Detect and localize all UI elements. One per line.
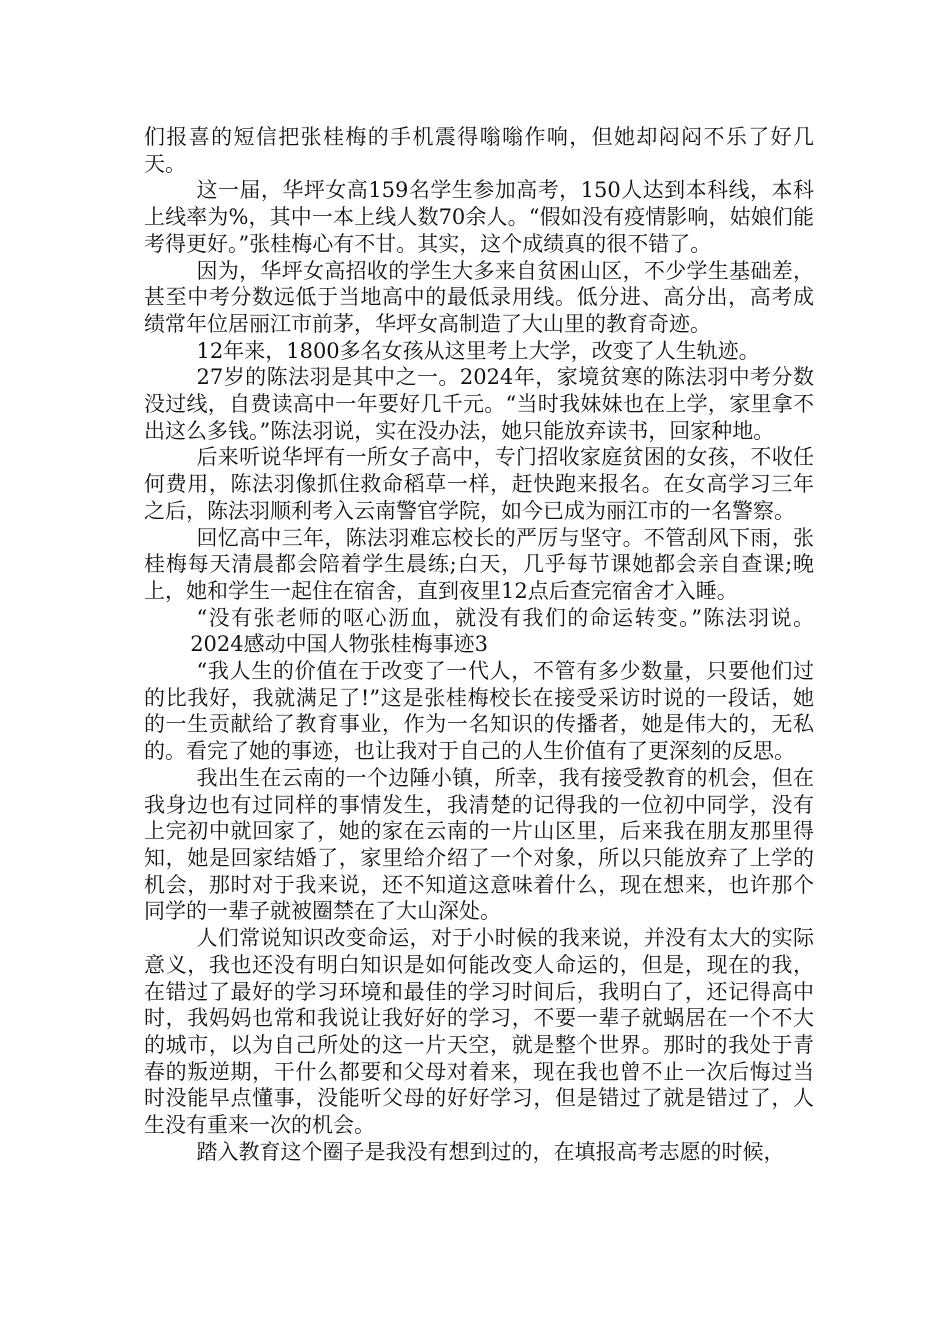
paragraph-7: 回忆高中三年，陈法羽难忘校长的严厉与坚守。不管刮风下雨，张桂梅每天清晨都会陪着学生晨练;白天，几乎每节课她都会亲自查课;晚上，她和学生一起住在宿舍，直到夜里12点后查完宿舍才入睡。 bbox=[144, 525, 814, 603]
paragraph-10: 我出生在云南的一个边陲小镇，所幸，我有接受教育的机会，但在我身边也有过同样的事情发生，我清楚的记得我的一位初中同学，没有上完初中就回家了，她的家在云南的一片山区里，后来我在朋友那里得知，她是回家结婚了，家里给介绍了一个对象，所以只能放弃了上学的机会，那时对于我来说，还不知道这意味着什么，现在想来，也许那个同学的一辈子就被圈禁在了大山深处。 bbox=[144, 765, 814, 924]
paragraph-11: 人们常说知识改变命运，对于小时候的我来说，并没有太大的实际意义，我也还没有明白知识是如何能改变人命运的，但是，现在的我，在错过了最好的学习环境和最佳的学习时间后，我明白了，还记得高中时，我妈妈也常和我说让我好好的学习，不要一辈子就蜗居在一个不大的城市，以为自己所处的这一片天空，就是整个世界。那时的我处于青春的叛逆期，干什么都要和父母对着来，现在我也曾不止一次后悔过当时没能早点懂事，没能听父母的好好学习，但是错过了就是错过了，人生没有重来一次的机会。 bbox=[144, 926, 814, 1138]
paragraph-8-text: “没有张老师的呕心沥血，就没有我们的命运转变。”陈法羽说。 bbox=[196, 605, 814, 630]
paragraph-1: 们报喜的短信把张桂梅的手机震得嗡嗡作响，但她却闷闷不乐了好几天。 bbox=[144, 125, 814, 176]
paragraph-4: 12年来，1800多名女孩从这里考上大学，改变了人生轨迹。 bbox=[196, 338, 760, 363]
paragraph-2: 这一届，华坪女高159名学生参加高考，150人达到本科线，本科上线率为%，其中一本上线人数70余人。“假如没有疫情影响，姑娘们能考得更好。”张桂梅心有不甘。其实，这个成绩真的很不错了。 bbox=[144, 178, 814, 256]
paragraph-12: 踏入教育这个圈子是我没有想到过的，在填报高考志愿的时候， bbox=[196, 1139, 785, 1164]
paragraph-8 bbox=[144, 605, 814, 658]
section-heading: 2024感动中国人物张桂梅事迹3 bbox=[190, 632, 488, 657]
paragraph-6: 后来听说华坪有一所女子高中，专门招收家庭贫困的女孩，不收任何费用，陈法羽像抓住救命稻草一样，赶快跑来报名。在女高学习三年之后，陈法羽顺利考入云南警官学院，如今已成为丽江市的一名警察。 bbox=[144, 445, 814, 523]
paragraph-5: 27岁的陈法羽是其中之一。2024年，家境贫寒的陈法羽中考分数没过线，自费读高中一年要好几千元。“当时我妹妹也在上学，家里拿不出这么多钱。”陈法羽说，实在没办法，她只能放弃读书，回家种地。 bbox=[144, 365, 814, 443]
paragraph-9: “我人生的价值在于改变了一代人，不管有多少数量，只要他们过的比我好，我就满足了!”这是张桂梅校长在接受采访时说的一段话，她的一生贡献给了教育事业，作为一名知识的传播者，她是伟大的，无私的。看完了她的事迹，也让我对于自己的人生价值有了更深刻的反思。 bbox=[144, 659, 814, 764]
document-page bbox=[144, 124, 814, 1165]
paragraph-3: 因为，华坪女高招收的学生大多来自贫困山区，不少学生基础差，甚至中考分数远低于当地高中的最低录用线。低分进、高分出，高考成绩常年位居丽江市前茅，华坪女高制造了大山里的教育奇迹。 bbox=[144, 258, 814, 336]
